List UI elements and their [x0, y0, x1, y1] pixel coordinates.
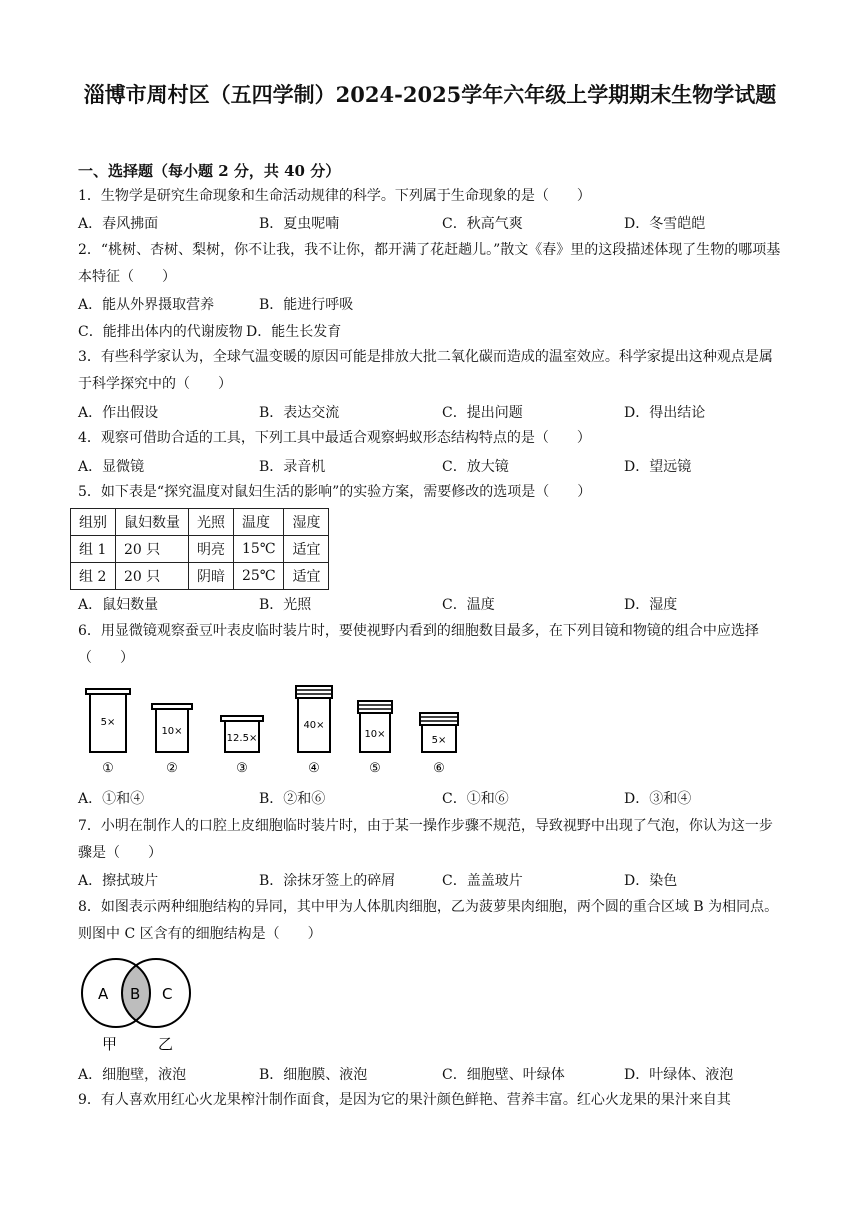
question-8-options [78, 1064, 783, 1088]
option-c[interactable]: C．能排出体内的代谢废物 [78, 324, 243, 340]
lens-2-label: ② [166, 761, 178, 776]
option-d[interactable]: D．得出结论 [624, 405, 706, 421]
eyepiece-lens-3 [221, 716, 263, 776]
option-a[interactable]: A．能从外界摄取营养 [78, 297, 215, 313]
table-cell: 组 2 [71, 563, 116, 590]
option-d[interactable]: D．叶绿体、液泡 [624, 1067, 734, 1083]
option-a[interactable]: A．细胞壁，液泡 [78, 1067, 187, 1083]
table-header-cell: 温度 [234, 509, 284, 536]
question-3-options [78, 402, 783, 426]
question-6: 6．用显微镜观察蚕豆叶表皮临时装片时，要使视野内看到的细胞数目最多，在下列目镜和物镜的组合中应选择（ ） [78, 623, 759, 666]
option-b[interactable]: B．细胞膜、液泡 [259, 1067, 368, 1083]
table-cell: 25℃ [234, 563, 284, 590]
question-7: 7．小明在制作人的口腔上皮细胞临时装片时，由于某一操作步骤不规范，导致视野中出现了气泡，你认为这一步骤是（ ） [78, 818, 773, 861]
table-cell: 适宜 [284, 536, 329, 563]
option-a[interactable]: A．擦拭玻片 [78, 873, 159, 889]
venn-label-c: C [162, 985, 173, 1003]
question-7-options [78, 870, 783, 894]
option-c[interactable]: C．盖盖玻片 [442, 873, 523, 889]
objective-lens-4 [296, 686, 332, 776]
venn-label-a: A [98, 985, 109, 1003]
table-header-cell: 鼠妇数量 [116, 509, 189, 536]
option-a[interactable]: A．①和④ [78, 791, 145, 807]
table-header-row [71, 509, 329, 536]
table-header-cell: 光照 [189, 509, 234, 536]
option-b[interactable]: B．涂抹牙签上的碎屑 [259, 873, 396, 889]
venn-caption-jia: 甲 [102, 1035, 118, 1053]
option-d[interactable]: D．湿度 [624, 597, 678, 613]
question-1: 1．生物学是研究生命现象和生命活动规律的科学。下列属于生命现象的是（ ） [78, 188, 591, 204]
table-cell: 阴暗 [189, 563, 234, 590]
table-cell: 适宜 [284, 563, 329, 590]
lens-6-magnification: 5× [431, 735, 447, 746]
question-4-options [78, 456, 783, 480]
option-b[interactable]: B．能进行呼吸 [259, 297, 354, 313]
table-row [71, 536, 329, 563]
eyepiece-lens-1 [86, 689, 130, 776]
table-header-cell: 湿度 [284, 509, 329, 536]
lens-1-magnification: 5× [100, 717, 116, 728]
venn-diagram [78, 955, 198, 1055]
option-d[interactable]: D．染色 [624, 873, 678, 889]
table-cell: 15℃ [234, 536, 284, 563]
objective-lens-6 [420, 713, 458, 776]
question-9: 9．有人喜欢用红心火龙果榨汁制作面食，是因为它的果汁颜色鲜艳、营养丰富。红心火龙果的果汁来自其 [78, 1092, 731, 1108]
question-5: 5．如下表是“探究温度对鼠妇生活的影响”的实验方案，需要修改的选项是（ ） [78, 484, 592, 500]
option-b[interactable]: B．光照 [259, 597, 312, 613]
option-d[interactable]: D．③和④ [624, 791, 692, 807]
objective-lens-5 [358, 701, 392, 776]
option-a[interactable]: A．春风拂面 [78, 216, 159, 232]
venn-label-b: B [130, 985, 141, 1003]
question-3: 3．有些科学家认为，全球气温变暖的原因可能是排放大批二氧化碳而造成的温室效应。科学家提出这种观点是属于科学探究中的（ ） [78, 349, 773, 392]
table-cell: 20 只 [116, 536, 189, 563]
lens-6-label: ⑥ [433, 761, 445, 776]
option-a[interactable]: A．显微镜 [78, 459, 145, 475]
option-c[interactable]: C．提出问题 [442, 405, 523, 421]
eyepiece-lens-2 [152, 704, 192, 776]
lens-5-label: ⑤ [369, 761, 381, 776]
table-cell: 明亮 [189, 536, 234, 563]
option-c[interactable]: C．秋高气爽 [442, 216, 523, 232]
option-d[interactable]: D．能生长发育 [246, 324, 342, 340]
question-4: 4．观察可借助合适的工具，下列工具中最适合观察蚂蚁形态结构特点的是（ ） [78, 430, 591, 446]
question-8: 8．如图表示两种细胞结构的异同，其中甲为人体肌肉细胞，乙为菠萝果肉细胞，两个圆的重合区域 B 为相同点。则图中 C 区含有的细胞结构是（ ） [78, 899, 779, 942]
option-c[interactable]: C．①和⑥ [442, 791, 509, 807]
option-c[interactable]: C．温度 [442, 597, 495, 613]
table-cell: 组 1 [71, 536, 116, 563]
lens-3-label: ③ [236, 761, 248, 776]
option-b[interactable]: B．录音机 [259, 459, 326, 475]
option-c[interactable]: C．细胞壁、叶绿体 [442, 1067, 565, 1083]
question-2-options-row2 [78, 321, 783, 345]
option-a[interactable]: A．鼠妇数量 [78, 597, 159, 613]
table-row [71, 563, 329, 590]
experiment-table [70, 508, 329, 590]
question-6-options [78, 788, 783, 812]
table-cell: 20 只 [116, 563, 189, 590]
venn-caption-yi: 乙 [158, 1035, 174, 1053]
option-a[interactable]: A．作出假设 [78, 405, 159, 421]
lens-3-magnification: 12.5× [226, 733, 258, 744]
question-5-options [78, 594, 783, 618]
question-1-options [78, 213, 783, 237]
option-b[interactable]: B．②和⑥ [259, 791, 326, 807]
page-title: 淄博市周村区（五四学制）2024-2025学年六年级上学期期末生物学试题 [83, 82, 777, 107]
lens-1-label: ① [102, 761, 114, 776]
option-b[interactable]: B．表达交流 [259, 405, 340, 421]
lens-5-magnification: 10× [364, 729, 386, 740]
option-d[interactable]: D．冬雪皑皑 [624, 216, 706, 232]
option-d[interactable]: D．望远镜 [624, 459, 692, 475]
table-header-cell: 组别 [71, 509, 116, 536]
lens-2-magnification: 10× [161, 726, 183, 737]
lens-figure [78, 684, 498, 784]
question-2-options-row1 [78, 294, 783, 318]
section-heading: 一、选择题（每小题 2 分，共 40 分） [78, 162, 341, 180]
option-c[interactable]: C．放大镜 [442, 459, 509, 475]
lens-4-magnification: 40× [303, 720, 325, 731]
option-b[interactable]: B．夏虫呢喃 [259, 216, 340, 232]
question-2: 2．“桃树、杏树、梨树，你不让我，我不让你，都开满了花赶趟儿。”散文《春》里的这段描述体现了生物的哪项基本特征（ ） [78, 242, 781, 285]
lens-4-label: ④ [308, 761, 320, 776]
